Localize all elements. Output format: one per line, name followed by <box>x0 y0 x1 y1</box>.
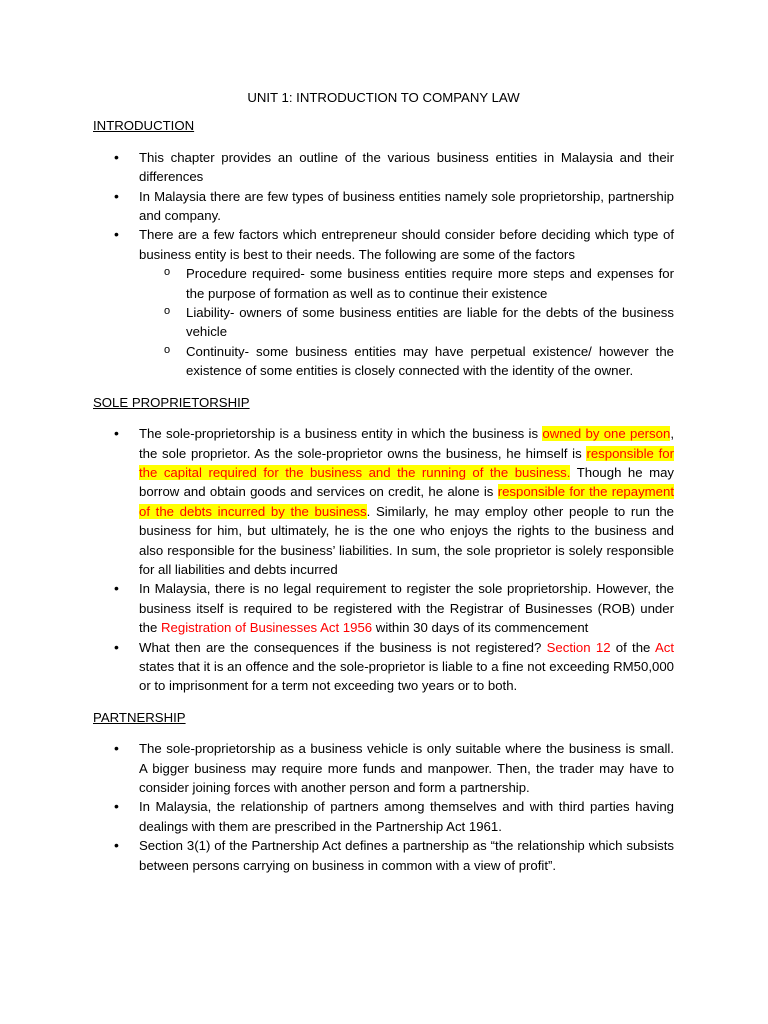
act-reference: Act <box>654 639 674 655</box>
list-item: • The sole-proprietorship as a business vehicle is only suitable where the business is small. A bigger business may require more funds and manpower. Then, the trader may have to consider joining forces with another person and form a partnership. <box>93 739 674 797</box>
text-run: What then are the consequences if the business is not registered? <box>139 639 547 655</box>
list-item: • In Malaysia, the relationship of partners among themselves and with third parties having dealings with them are prescribed in the Partnership Act 1961. <box>93 797 674 836</box>
section-heading-sole-proprietorship: SOLE PROPRIETORSHIP <box>93 394 250 410</box>
list-item: • In Malaysia there are few types of business entities namely sole proprietorship, partnership and company. <box>93 187 674 226</box>
list-item-text: There are a few factors which entrepreneur should consider before deciding which type of business entity is best to their needs. The following are some of the factors <box>139 227 674 262</box>
text-run: states that it is an offence and the sole-proprietor is liable to a fine not exceeding RM50,000 or to imprisonment for a term not exceeding two years or to both. <box>139 658 674 694</box>
sub-list-item: o Continuity- some business entities may have perpetual existence/ however the existence of some entities is closely connected with the identity of the owner. <box>139 342 674 381</box>
factors-sub-list <box>139 264 674 380</box>
text-run: within 30 days of its commencement <box>372 620 589 636</box>
list-item: • Section 3(1) of the Partnership Act defines a partnership as “the relationship which subsists between persons carrying on business in common with a view of profit”. <box>93 836 674 875</box>
act-reference: Registration of Businesses Act 1956 <box>161 620 373 636</box>
text-run: of the <box>610 639 655 655</box>
list-item <box>93 225 674 380</box>
list-item: • This chapter provides an outline of the various business entities in Malaysia and their differences <box>93 148 674 187</box>
list-item <box>93 424 674 579</box>
highlighted-text: responsible for the capital required for the business and the running of the business. <box>139 445 674 480</box>
section-reference: Section 12 <box>546 639 611 655</box>
introduction-bullet-list <box>93 148 674 381</box>
list-item <box>93 638 674 696</box>
text-run: The sole-proprietorship is a business entity in which the business is <box>139 426 543 442</box>
text-run: , the sole proprietor. As the sole-proprietor owns the business, he himself is <box>139 426 674 461</box>
text-run: Though he may borrow and obtain goods and services on credit, he alone is <box>139 464 675 500</box>
text-run: . Similarly, he may employ other people to run the business for him, but ultimately, he is the one who enjoys the rights to the business and also responsible for the business’ liabilities. In sum, the sole proprietor is solely responsible for all liabilities and debts incurred <box>139 503 674 577</box>
document-title: UNIT 1: INTRODUCTION TO COMPANY LAW <box>247 90 520 105</box>
highlighted-text: responsible for the repayment of the debts incurred by the business <box>139 484 675 519</box>
sub-list-item: o Procedure required- some business entities require more steps and expenses for the purpose of formation as well as to continue their existence <box>139 264 674 303</box>
section-heading-introduction: INTRODUCTION <box>93 118 195 134</box>
partnership-bullet-list <box>93 739 674 875</box>
section-heading-partnership: PARTNERSHIP <box>93 709 186 725</box>
highlighted-text: owned by one person <box>542 426 671 442</box>
text-run: In Malaysia, there is no legal requirement to register the sole proprietorship. However, the business itself is required to be registered with the Registrar of Businesses (ROB) under the <box>139 581 674 636</box>
list-item <box>93 579 674 637</box>
sub-list-item: o Liability- owners of some business entities are liable for the debts of the business vehicle <box>139 303 674 342</box>
sole-proprietorship-bullet-list <box>93 424 674 696</box>
